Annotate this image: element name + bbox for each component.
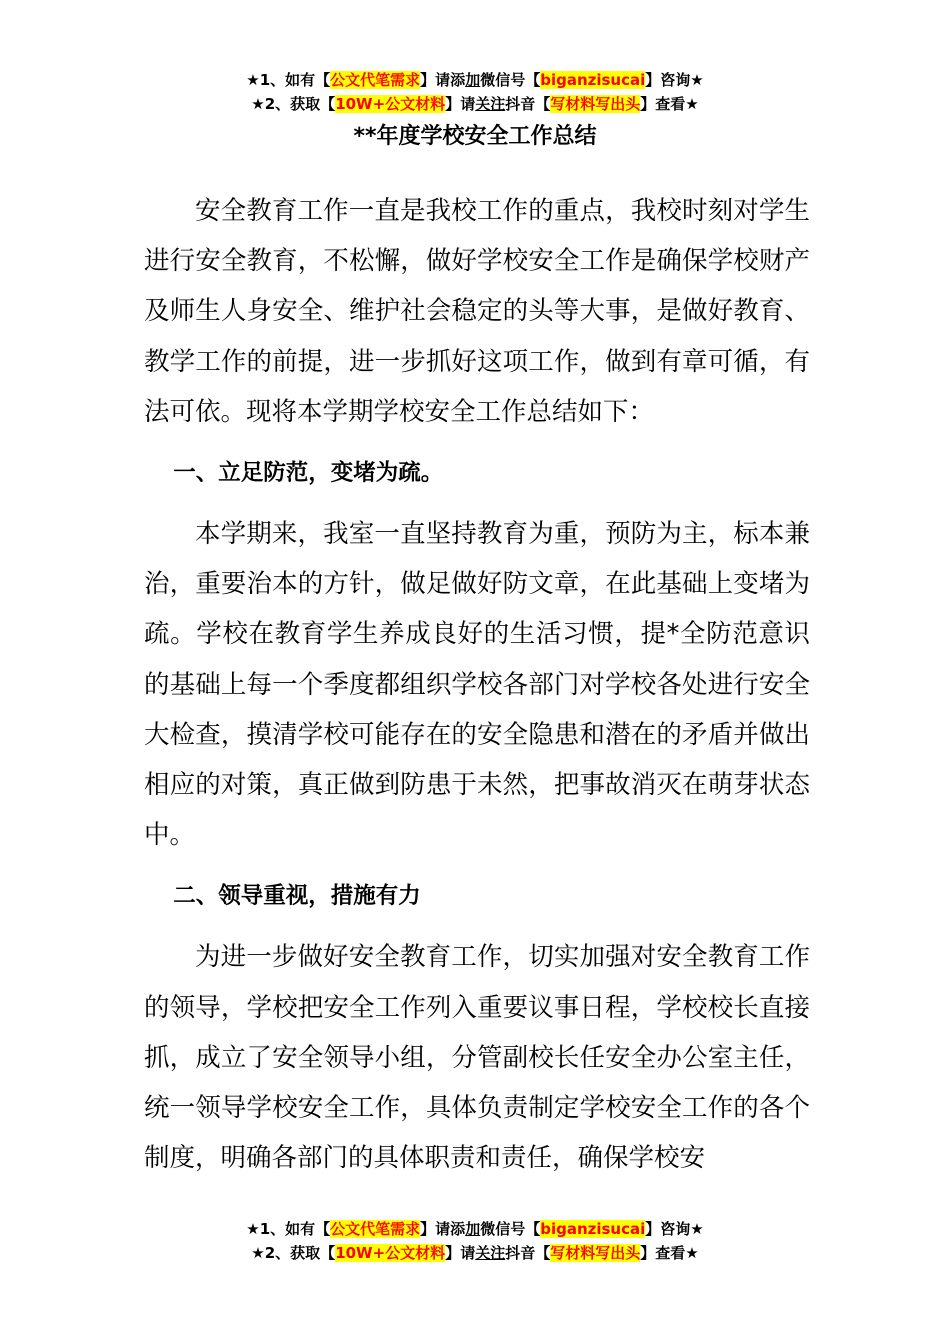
footer-banner bbox=[0, 1217, 950, 1265]
banner-line-2: ★2、获取【10W+公文材料】请关注抖音【写材料写出头】查看★ bbox=[251, 1244, 699, 1262]
section-heading-2: 二、领导重视，措施有力 bbox=[173, 883, 421, 910]
highlight-service: 公文代笔需求 bbox=[330, 71, 421, 89]
highlight-douyin: 写材料写出头 bbox=[550, 1244, 641, 1262]
banner-line-2: ★2、获取【10W+公文材料】请关注抖音【写材料写出头】查看★ bbox=[251, 95, 699, 113]
paragraph-section-1: 本学期来，我室一直坚持教育为重，预防为主，标本兼治，重要治本的方针，做足做好防文章，在此基础上变堵为疏。学校在教育学生养成良好的生活习惯，提*全防范意识的基础上每一个季度都组织学校各部门对学校各处进行安全大检查，摸清学校可能存在的安全隐患和潜在的矛盾并做出相应的对策，真正做到防患于未然，把事故消灭在萌芽状态中。 bbox=[144, 519, 810, 851]
header-banner bbox=[0, 68, 950, 116]
highlight-wechat-id: biganzisucai bbox=[540, 1220, 646, 1238]
banner-line-1: ★1、如有【公文代笔需求】请添加微信号【biganzisucai】咨询★ bbox=[246, 71, 704, 89]
section-heading-1: 一、立足防范，变堵为疏。 bbox=[173, 460, 444, 487]
document-body bbox=[144, 186, 810, 1183]
paragraph-section-2: 为进一步做好安全教育工作，切实加强对安全教育工作的领导，学校把安全工作列入重要议事日程，学校校长直接抓，成立了安全领导小组，分管副校长任安全办公室主任，统一领导学校安全工作，具体负责制定学校安全工作的各个制度，明确各部门的具体职责和责任，确保学校安 bbox=[144, 942, 810, 1174]
document-title: **年度学校安全工作总结 bbox=[353, 124, 597, 149]
highlight-materials: 10W+公文材料 bbox=[335, 1244, 446, 1262]
highlight-douyin: 写材料写出头 bbox=[550, 95, 641, 113]
banner-line-1: ★1、如有【公文代笔需求】请添加微信号【biganzisucai】咨询★ bbox=[246, 1220, 704, 1238]
highlight-wechat-id: biganzisucai bbox=[540, 71, 646, 89]
highlight-service: 公文代笔需求 bbox=[330, 1220, 421, 1238]
highlight-materials: 10W+公文材料 bbox=[335, 95, 446, 113]
paragraph-intro: 安全教育工作一直是我校工作的重点，我校时刻对学生进行安全教育，不松懈，做好学校安全工作是确保学校财产及师生人身安全、维护社会稳定的头等大事，是做好教育、教学工作的前提，进一步抓好这项工作，做到有章可循，有法可依。现将本学期学校安全工作总结如下： bbox=[144, 196, 810, 427]
